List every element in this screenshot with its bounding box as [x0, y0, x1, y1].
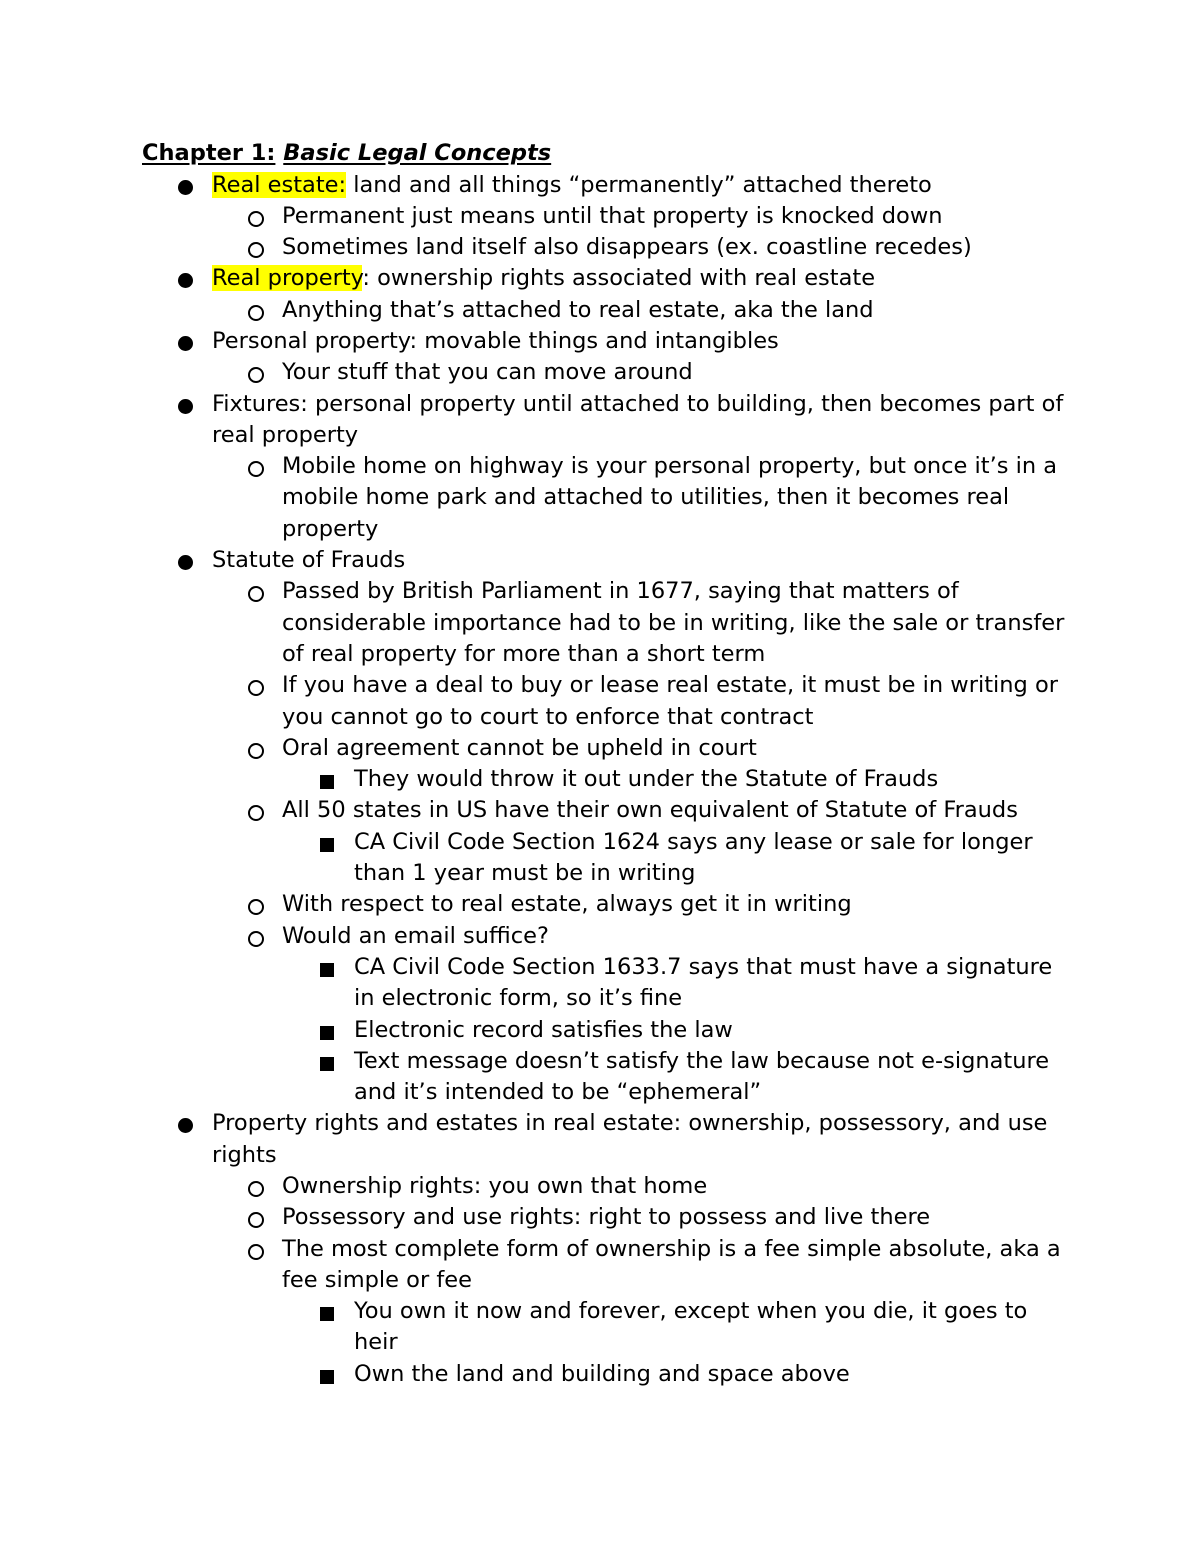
list-item: [142, 921, 1072, 952]
list-item: [142, 1046, 1072, 1109]
circle-bullet-icon: [246, 670, 282, 701]
list-item: [142, 1108, 1072, 1171]
list-item-text: [282, 921, 1072, 952]
circle-bullet-icon: [246, 295, 282, 326]
item-body-text: Electronic record satisfies the law: [354, 1016, 733, 1043]
list-item-text: [282, 889, 1072, 920]
item-body-text: Permanent just means until that property is knocked down: [282, 202, 943, 229]
list-item-text: [282, 576, 1072, 670]
list-item-text: [282, 733, 1072, 764]
chapter-title: Basic Legal Concepts: [283, 140, 552, 166]
item-body-text: With respect to real estate, always get it in writing: [282, 891, 852, 918]
chapter-label: Chapter 1:: [142, 140, 276, 166]
list-item-text: [282, 670, 1072, 733]
list-item-text: [212, 326, 1072, 357]
disc-bullet-icon: [176, 1108, 212, 1139]
item-body-text: All 50 states in US have their own equivalent of Statute of Frauds: [282, 797, 1018, 824]
list-item-text: [354, 1359, 1072, 1390]
list-item: [142, 170, 1072, 201]
list-item: [142, 1296, 1072, 1359]
list-item-text: [282, 357, 1072, 388]
list-item-text: [282, 201, 1072, 232]
circle-bullet-icon: [246, 357, 282, 388]
circle-bullet-icon: [246, 1234, 282, 1265]
list-item: [142, 733, 1072, 764]
item-body-text: Your stuff that you can move around: [282, 359, 693, 386]
square-bullet-icon: [318, 827, 354, 858]
list-item-text: [354, 1046, 1072, 1109]
outline-list: [142, 170, 1072, 1391]
item-body-text: Passed by British Parliament in 1677, saying that matters of considerable importance had to be in writing, like the sale or transfer of real property for more than a short term: [282, 578, 1065, 667]
item-body-text: Fixtures: personal property until attached to building, then becomes part of real property: [212, 390, 1064, 448]
list-item-text: [282, 795, 1072, 826]
list-item-text: [282, 451, 1072, 545]
item-body-text: If you have a deal to buy or lease real estate, it must be in writing or you cannot go to court to enforce that contract: [282, 672, 1058, 730]
item-body-text: Possessory and use rights: right to possess and live there: [282, 1204, 931, 1231]
circle-bullet-icon: [246, 795, 282, 826]
disc-bullet-icon: [176, 545, 212, 576]
item-body-text: Property rights and estates in real estate: ownership, possessory, and use rights: [212, 1110, 1048, 1168]
list-item: [142, 201, 1072, 232]
disc-bullet-icon: [176, 389, 212, 420]
item-body-text: The most complete form of ownership is a fee simple absolute, aka a fee simple or fee: [282, 1235, 1061, 1293]
list-item-text: [212, 1108, 1072, 1171]
document-content: [142, 138, 1072, 1390]
list-item-text: [282, 1234, 1072, 1297]
list-item-text: [354, 1015, 1072, 1046]
list-item: [142, 1359, 1072, 1390]
list-item: [142, 1202, 1072, 1233]
list-item-text: [282, 295, 1072, 326]
list-item: [142, 357, 1072, 388]
disc-bullet-icon: [176, 263, 212, 294]
square-bullet-icon: [318, 764, 354, 795]
list-item: [142, 1015, 1072, 1046]
circle-bullet-icon: [246, 451, 282, 482]
list-item-text: [354, 827, 1072, 890]
item-body-text: CA Civil Code Section 1633.7 says that must have a signature in electronic form, so it’s fine: [354, 953, 1053, 1012]
item-body-text: land and all things “permanently” attached thereto: [346, 171, 932, 198]
item-body-text: CA Civil Code Section 1624 says any lease or sale for longer than 1 year must be in writing: [354, 828, 1033, 887]
item-body-text: Statute of Frauds: [212, 547, 406, 574]
list-item: [142, 889, 1072, 920]
item-body-text: Would an email suffice?: [282, 922, 549, 949]
list-item: [142, 232, 1072, 263]
item-body-text: Oral agreement cannot be upheld in court: [282, 734, 757, 761]
disc-bullet-icon: [176, 170, 212, 201]
square-bullet-icon: [318, 1296, 354, 1327]
item-body-text: You own it now and forever, except when you die, it goes to heir: [354, 1298, 1028, 1356]
circle-bullet-icon: [246, 921, 282, 952]
list-item: [142, 295, 1072, 326]
item-body-text: Anything that’s attached to real estate, aka the land: [282, 296, 874, 323]
page-title: [142, 138, 1072, 170]
circle-bullet-icon: [246, 576, 282, 607]
list-item-text: [212, 545, 1072, 576]
circle-bullet-icon: [246, 889, 282, 920]
circle-bullet-icon: [246, 733, 282, 764]
square-bullet-icon: [318, 1359, 354, 1390]
square-bullet-icon: [318, 1015, 354, 1046]
item-body-text: Sometimes land itself also disappears (ex. coastline recedes): [282, 234, 972, 261]
list-item-text: [212, 389, 1072, 452]
item-body-text: Personal property: movable things and intangibles: [212, 327, 779, 354]
list-item: [142, 451, 1072, 545]
list-item: [142, 1234, 1072, 1297]
list-item: [142, 670, 1072, 733]
list-item: [142, 545, 1072, 576]
list-item-text: [282, 1202, 1072, 1233]
circle-bullet-icon: [246, 201, 282, 232]
list-item: [142, 1171, 1072, 1202]
item-body-text: Own the land and building and space above: [354, 1360, 850, 1387]
list-item: [142, 952, 1072, 1015]
circle-bullet-icon: [246, 232, 282, 263]
item-body-text: : ownership rights associated with real estate: [362, 265, 876, 292]
list-item: [142, 263, 1072, 294]
list-item-text: [282, 232, 1072, 263]
square-bullet-icon: [318, 1046, 354, 1077]
list-item: [142, 326, 1072, 357]
list-item: [142, 795, 1072, 826]
highlighted-term: Real property: [212, 265, 363, 292]
list-item: [142, 764, 1072, 795]
list-item: [142, 389, 1072, 452]
item-body-text: Ownership rights: you own that home: [282, 1173, 708, 1199]
highlighted-term: Real estate:: [212, 171, 347, 198]
item-body-text: They would throw it out under the Statute of Frauds: [354, 766, 939, 793]
circle-bullet-icon: [246, 1202, 282, 1233]
list-item-text: [354, 1296, 1072, 1359]
square-bullet-icon: [318, 952, 354, 983]
list-item-text: [282, 1171, 1072, 1202]
item-body-text: Text message doesn’t satisfy the law because not e-signature and it’s intended to be “ephemeral”: [354, 1047, 1050, 1106]
list-item-text: [212, 170, 1072, 201]
list-item: [142, 827, 1072, 890]
list-item-text: [354, 764, 1072, 795]
item-body-text: Mobile home on highway is your personal property, but once it’s in a mobile home park and attached to utilities, then it becomes real property: [282, 453, 1058, 542]
circle-bullet-icon: [246, 1171, 282, 1202]
list-item-text: [212, 263, 1072, 294]
disc-bullet-icon: [176, 326, 212, 357]
list-item-text: [354, 952, 1072, 1015]
list-item: [142, 576, 1072, 670]
